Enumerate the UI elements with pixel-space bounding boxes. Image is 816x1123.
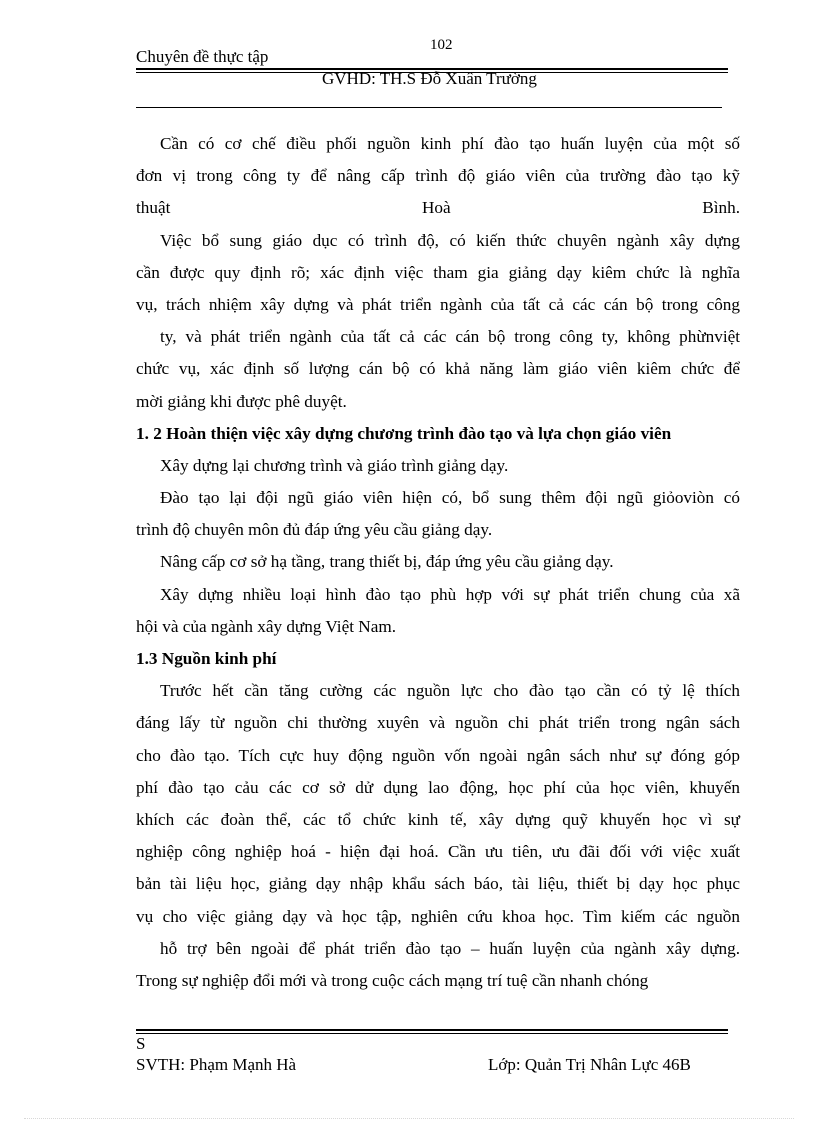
text-line: vụ cho việc giảng dạy và học tập, nghiên cứu khoa học. Tìm kiếm các nguồn — [136, 906, 740, 926]
page-edge — [24, 1118, 794, 1119]
text-line: đáng lấy từ nguồn chi thường xuyên và nguồn chi phát triển trong ngân sách — [136, 713, 740, 733]
text-line: hội và của ngành xây dựng Việt Nam. — [136, 616, 396, 636]
text-line: ty, và phát triển ngành của tất cả các cán bộ trong công ty, không phừnviệt — [160, 327, 740, 347]
text-line: Nâng cấp cơ sở hạ tầng, trang thiết bị, đáp ứng yêu cầu giảng dạy. — [160, 552, 614, 572]
footer-divider — [136, 1029, 728, 1031]
text-line: Xây dựng nhiều loại hình đào tạo phù hợp với sự phát triển chung của xã — [160, 584, 740, 604]
text-line: Đào tạo lại đội ngũ giáo viên hiện có, bổ sung thêm đội ngũ giỏoviòn có — [160, 488, 740, 508]
section-heading: 1.3 Nguồn kinh phí — [136, 649, 277, 668]
text-line: nghiệp công nghiệp hoá - hiện đại hoá. Cần ưu tiên, ưu đãi đối với việc xuất — [136, 842, 740, 862]
text-line: khích các đoàn thể, các tổ chức kinh tế, xây dựng quỹ khuyến học vì sự — [136, 809, 740, 829]
text-line: vụ, trách nhiệm xây dựng và phát triển ngành của tất cả các cán bộ trong công — [136, 294, 740, 314]
text-line: Trước hết cần tăng cường các nguồn lực cho đào tạo cần có tỷ lệ thích — [160, 681, 740, 701]
footer-mark: S — [136, 1034, 146, 1053]
text-line: Trong sự nghiệp đổi mới và trong cuộc cách mạng trí tuệ cần nhanh chóng — [136, 970, 649, 990]
text-line: trình độ chuyên môn đủ đáp ứng yêu cầu giảng dạy. — [136, 520, 493, 540]
text-line: Cần có cơ chế điều phối nguồn kinh phí đào tạo huấn luyện của một số — [160, 134, 740, 153]
text-line: Việc bổ sung giáo dục có trình độ, có kiến thức chuyên ngành xây dựng — [160, 230, 740, 250]
footer-class: Lớp: Quản Trị Nhân Lực 46B — [488, 1055, 691, 1074]
text-line: đơn vị trong công ty để nâng cấp trình độ giáo viên của trường đào tạo kỹ — [136, 166, 740, 186]
text-line: hỗ trợ bên ngoài để phát triển đào tạo – huấn luyện của ngành xây dựng. — [160, 938, 740, 958]
header-document-type: Chuyên đề thực tập — [136, 47, 269, 66]
text-line: mời giảng khi được phê duyệt. — [136, 391, 347, 411]
header-underline — [136, 107, 722, 108]
section-heading: 1. 2 Hoàn thiện việc xây dựng chương trình đào tạo và lựa chọn giáo viên — [136, 423, 672, 443]
header-advisor: GVHD: TH.S Đỗ Xuân Trường — [322, 69, 537, 88]
body-text — [136, 128, 740, 997]
text-line: bản tài liệu học, giảng dạy nhập khẩu sách báo, tài liệu, thiết bị dạy học phục — [136, 874, 740, 894]
text-line: phí đào tạo cảu các cơ sở dử dụng lao động, học phí của học viên, khuyến — [136, 777, 740, 797]
text-line: thuật Hoà Bình. — [136, 198, 740, 218]
footer-divider-thin — [136, 1033, 728, 1034]
text-line: cần được quy định rõ; xác định việc tham gia giảng dạy kiêm chức là nghĩa — [136, 262, 740, 282]
text-line: cho đào tạo. Tích cực huy động nguồn vốn ngoài ngân sách như sự đóng góp — [136, 745, 740, 765]
page-number: 102 — [430, 37, 453, 53]
text-line: chức vụ, xác định số lượng cán bộ có khả năng làm giáo viên kiêm chức để — [136, 359, 740, 379]
text-line: Xây dựng lại chương trình và giáo trình giảng dạy. — [160, 455, 509, 475]
footer-student: SVTH: Phạm Mạnh Hà — [136, 1055, 297, 1074]
